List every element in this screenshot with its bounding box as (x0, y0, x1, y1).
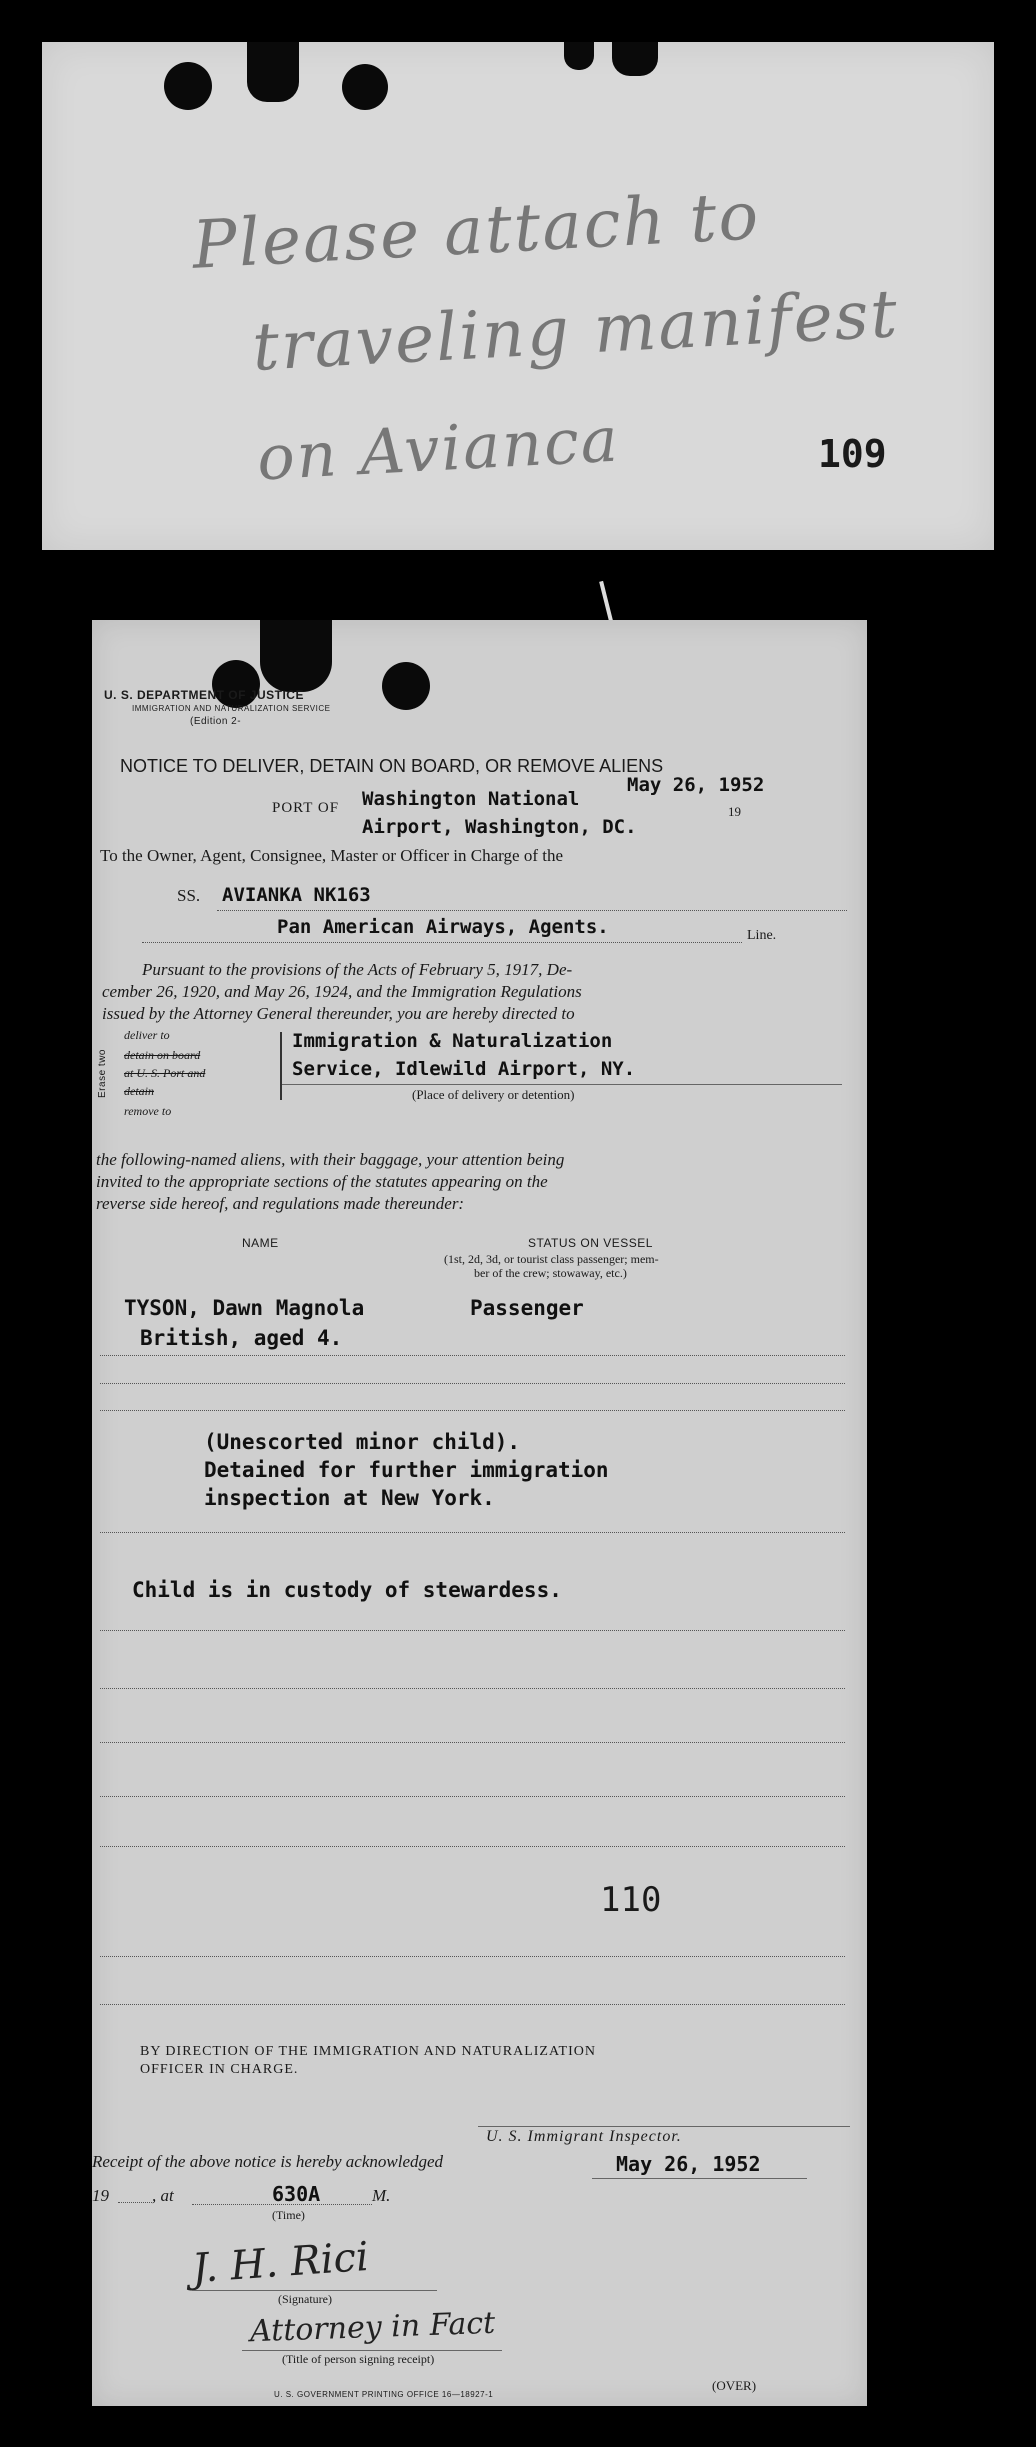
erase-two-label: Erase two (96, 1049, 108, 1098)
at-label: , at (152, 2186, 174, 2205)
inspector-label: U. S. Immigrant Inspector. (486, 2128, 682, 2145)
alien-name: TYSON, Dawn Magnola (124, 1296, 365, 1320)
footer-gpo: U. S. GOVERNMENT PRINTING OFFICE 16—18927-1 (274, 2390, 494, 2399)
following-line-3: reverse side hereof, and regulations made thereunder: (96, 1194, 465, 1213)
handwritten-line-2: traveling manifest (250, 275, 901, 386)
year-prefix: 19 (728, 804, 741, 819)
to-owner-text: To the Owner, Agent, Consignee, Master or Officer in Charge of the (100, 846, 563, 865)
slip-number: 109 (818, 432, 887, 476)
option-at-port: at U. S. Port and (124, 1066, 206, 1080)
title-signature: Attorney in Fact (249, 2305, 496, 2350)
date-value: May 26, 1952 (627, 774, 765, 796)
delivery-caption: (Place of delivery or detention) (412, 1087, 575, 1102)
service-header: IMMIGRATION AND NATURALIZATION SERVICE (132, 704, 331, 713)
receipt-date: May 26, 1952 (616, 2152, 761, 2176)
note-1: (Unescorted minor child). (204, 1430, 521, 1454)
ss-label: SS. (177, 886, 201, 905)
page-number: 110 (600, 1880, 662, 1920)
name-header: NAME (242, 1236, 279, 1250)
line-label: Line. (747, 928, 777, 943)
punch-hole (342, 64, 388, 110)
handwritten-line-3: on Avianca (255, 402, 622, 495)
delivery-value-2: Service, Idlewild Airport, NY. (292, 1058, 636, 1080)
alien-status: Passenger (470, 1296, 584, 1320)
status-subheader-2: ber of the crew; stowaway, etc.) (474, 1266, 627, 1280)
option-deliver-to: deliver to (124, 1028, 170, 1042)
note-2: Detained for further immigration (204, 1458, 609, 1482)
option-detain: detain (124, 1084, 154, 1098)
punch-hole (382, 662, 430, 710)
pursuant-line-1: Pursuant to the provisions of the Acts of February 5, 1917, De- (142, 960, 573, 979)
tear-mark (564, 42, 594, 70)
punch-hole (164, 62, 212, 110)
time-value: 630A (272, 2182, 321, 2206)
direction-line-2: OFFICER IN CHARGE. (140, 2062, 299, 2077)
port-label: PORT OF (272, 800, 340, 816)
m-label: M. (372, 2186, 391, 2205)
option-remove-to: remove to (124, 1104, 172, 1118)
dept-header: U. S. DEPARTMENT OF JUSTICE (104, 688, 304, 702)
delivery-value-1: Immigration & Naturalization (292, 1030, 613, 1052)
agents-value: Pan American Airways, Agents. (277, 916, 609, 938)
edition-label: (Edition 2- (190, 716, 242, 727)
tear-mark (260, 620, 332, 692)
ss-value: AVIANKA NK163 (222, 884, 371, 906)
signature: J. H. Rici (190, 2233, 371, 2293)
pursuant-line-3: issued by the Attorney General thereunder, you are hereby directed to (102, 1004, 575, 1023)
status-subheader-1: (1st, 2d, 3d, or tourist class passenger; mem- (444, 1252, 659, 1266)
signature-caption: (Signature) (278, 2292, 332, 2306)
option-detain-on-board: detain on board (124, 1048, 201, 1062)
following-line-2: invited to the appropriate sections of the statutes appearing on the (96, 1172, 548, 1191)
pursuant-line-2: cember 26, 1920, and May 26, 1924, and the Immigration Regulations (102, 982, 582, 1001)
title-caption: (Title of person signing receipt) (282, 2352, 435, 2366)
receipt-text: Receipt of the above notice is hereby acknowledged (92, 2152, 444, 2171)
port-value-1: Washington National (362, 788, 580, 810)
status-header: STATUS ON VESSEL (528, 1236, 653, 1250)
time-caption: (Time) (272, 2208, 305, 2222)
direction-line-1: BY DIRECTION OF THE IMMIGRATION AND NATURALIZATION (140, 2044, 596, 2059)
alien-detail: British, aged 4. (140, 1326, 343, 1350)
attachment-slip (42, 42, 994, 550)
following-line-1: the following-named aliens, with their baggage, your attention being (96, 1150, 565, 1169)
over-label: (OVER) (712, 2378, 757, 2393)
port-value-2: Airport, Washington, DC. (362, 816, 637, 838)
note-3: inspection at New York. (204, 1486, 495, 1510)
note-4: Child is in custody of stewardess. (132, 1578, 562, 1602)
form-title: NOTICE TO DELIVER, DETAIN ON BOARD, OR REMOVE ALIENS (120, 756, 664, 776)
tear-mark (247, 42, 299, 102)
handwritten-line-1: Please attach to (190, 177, 762, 284)
receipt-year: 19 (92, 2186, 109, 2205)
notice-form (92, 620, 867, 2406)
tear-mark (612, 42, 658, 76)
